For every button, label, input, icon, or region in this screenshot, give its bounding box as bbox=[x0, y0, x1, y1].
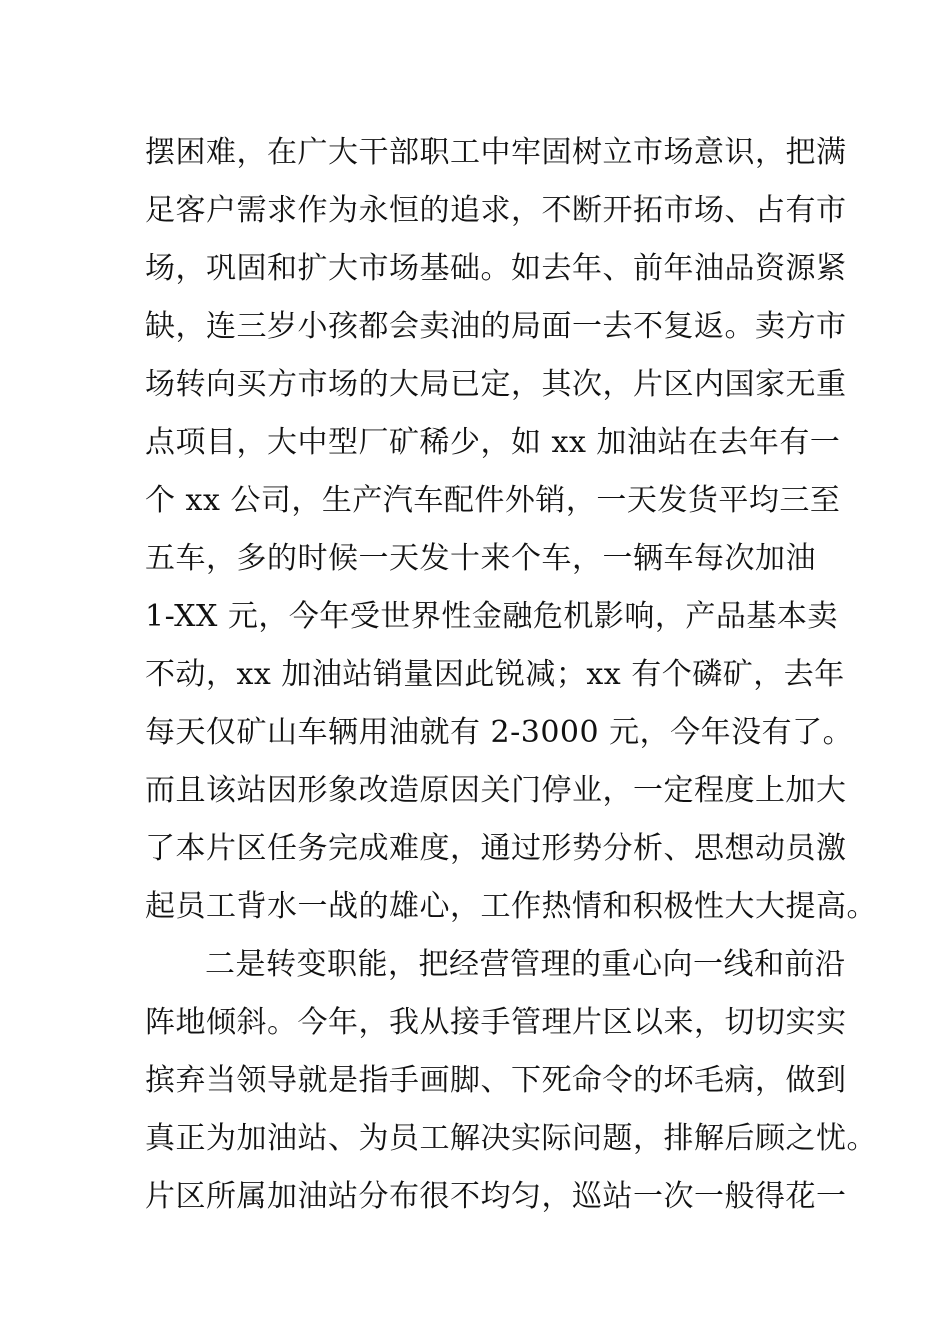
paragraph-start-line: 二是转变职能，把经营管理的重心向一线和前沿 bbox=[205, 947, 846, 982]
text-line: 点项目，大中型厂矿稀少，如 xx 加油站在去年有一 bbox=[145, 425, 841, 460]
text-line: 而且该站因形象改造原因关门停业，一定程度上加大 bbox=[145, 773, 847, 808]
text-line: 阵地倾斜。今年，我从接手管理片区以来，切切实实 bbox=[145, 1005, 847, 1040]
text-line: 缺，连三岁小孩都会卖油的局面一去不复返。卖方市 bbox=[145, 309, 847, 344]
text-line: 起员工背水一战的雄心，工作热情和积极性大大提高。 bbox=[145, 889, 877, 924]
text-line: 五车，多的时候一天发十来个车，一辆车每次加油 bbox=[145, 541, 816, 576]
text-line: 每天仅矿山车辆用油就有 2-3000 元，今年没有了。 bbox=[145, 715, 854, 750]
body-text bbox=[145, 124, 877, 1226]
text-line: 摈弃当领导就是指手画脚、下死命令的坏毛病，做到 bbox=[145, 1063, 847, 1098]
text-line: 真正为加油站、为员工解决实际问题，排解后顾之忧。 bbox=[145, 1121, 877, 1156]
text-line: 摆困难，在广大干部职工中牢固树立市场意识，把满 bbox=[145, 135, 847, 170]
text-line: 个 xx 公司，生产汽车配件外销，一天发货平均三至 bbox=[145, 483, 841, 518]
text-line: 场，巩固和扩大市场基础。如去年、前年油品资源紧 bbox=[145, 251, 847, 286]
text-line: 不动，xx 加油站销量因此锐减；xx 有个磷矿，去年 bbox=[145, 657, 845, 692]
text-line: 了本片区任务完成难度，通过形势分析、思想动员激 bbox=[145, 831, 847, 866]
text-line: 1-XX 元，今年受世界性金融危机影响，产品基本卖 bbox=[145, 599, 838, 634]
text-line: 足客户需求作为永恒的追求，不断开拓市场、占有市 bbox=[145, 193, 847, 228]
text-line: 场转向买方市场的大局已定，其次，片区内国家无重 bbox=[145, 367, 847, 402]
text-line: 片区所属加油站分布很不均匀，巡站一次一般得花一 bbox=[145, 1179, 847, 1214]
